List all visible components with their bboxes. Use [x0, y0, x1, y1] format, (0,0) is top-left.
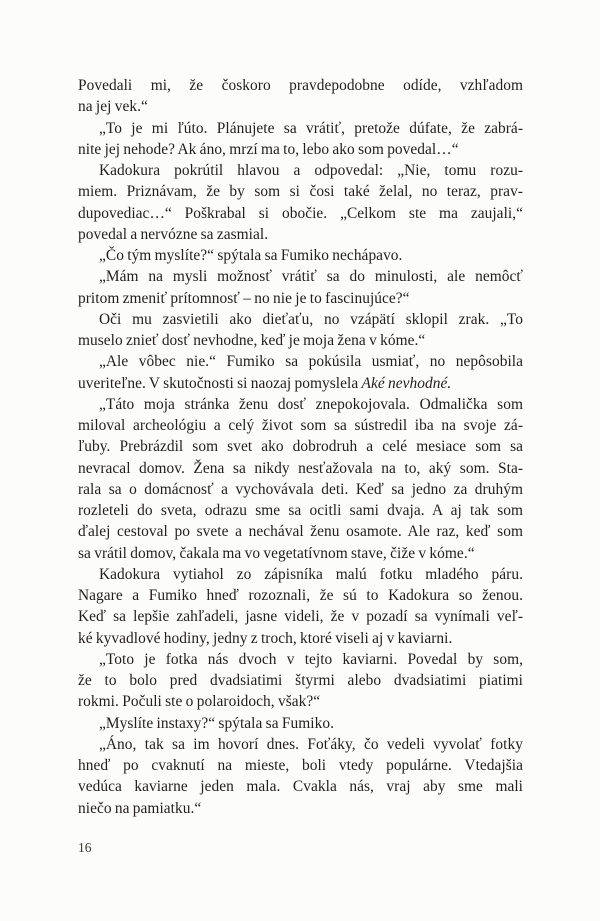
- text-line: dupovediac…“ Poškrabal si obočie. „Celkom ste ma zaujali,“: [78, 204, 523, 222]
- text-line: rokmi. Počuli ste o polaroidoch, však?“: [78, 693, 321, 711]
- text-line: Oči mu zasvietili ako dieťaťu, no vzápätí sklopil zrak. „To: [99, 310, 523, 328]
- text-line: „Ale vôbec nie.“ Fumiko sa pokúsila usmiať, no nepôsobila: [99, 353, 523, 371]
- text-line: vedúca kaviarne jeden mala. Cvakla nás, vraj aby sme mali: [78, 778, 523, 796]
- text-line: niečo na pamiatku.“: [78, 799, 202, 817]
- text-line: „Mám na mysli možnosť vrátiť sa do minulosti, ale nemôcť: [99, 268, 523, 286]
- text-line: Keď sa lepšie zahľadeli, jasne videli, že v pozadí sa vynímali veľ-: [78, 608, 523, 626]
- text-line: „Áno, tak sa im hovorí dnes. Foťáky, čo vedeli vyvolať fotky: [99, 735, 523, 753]
- text-line: nevracal domov. Žena sa nikdy nesťažovala na to, aký som. Sta-: [78, 459, 523, 477]
- text-line: miloval archeológiu a celý život som sa sústredil iba na svoje zá-: [78, 417, 523, 434]
- text-line: Kadokura pokrútil hlavou a odpovedal: „Nie, tomu rozu-: [99, 162, 523, 179]
- text-line: povedal a nervózne sa zasmial.: [78, 225, 269, 243]
- text-line: ľuby. Prebrázdil som svet ako dobrodruh a celé mesiace som sa: [78, 438, 523, 456]
- text-line: Nagare a Fumiko hneď rozoznali, že sú to Kadokura so ženou.: [78, 587, 523, 604]
- text-line: hneď po cvaknutí na mieste, boli vtedy populárne. Vtedajšia: [78, 757, 523, 774]
- text-line: že to bolo pred dvadsiatimi štyrmi alebo dvadsiatimi piatimi: [78, 672, 523, 689]
- text-line: „Myslíte instaxy?“ spýtala sa Fumiko.: [99, 714, 334, 732]
- text-line: „Táto moja stránka ženu dosť znepokojovala. Odmalička som: [99, 395, 523, 413]
- page-number: 16: [78, 840, 92, 855]
- text-line: uveriteľne. V skutočnosti si naozaj pomyslela Aké nevhodné.: [78, 374, 452, 392]
- text-line: pritom zmeniť prítomnosť – no nie je to fascinujúce?“: [78, 289, 410, 307]
- text-line: ké kyvadlové hodiny, jedny z troch, ktoré viseli aj v kaviarni.: [78, 629, 453, 647]
- text-line: ďalej cestoval po svete a nechával ženu osamote. Ale raz, keď som: [78, 523, 523, 541]
- text-line: Povedali mi, že čoskoro pravdepodobne odíde, vzhľadom: [78, 77, 523, 94]
- text-line: miem. Priznávam, že by som si čosi také želal, no teraz, prav-: [78, 183, 523, 201]
- text-line: nite jej nehode? Ak áno, mrzí ma to, lebo ako som povedal…“: [78, 140, 459, 158]
- text-line: muselo znieť dosť nevhodne, keď je moja žena v kóme.“: [78, 332, 426, 349]
- text-line: rozleteli do sveta, odrazu sme sa ocitli sami dvaja. A aj tak som: [78, 502, 523, 519]
- text-line: „Čo tým myslíte?“ spýtala sa Fumiko nechápavo.: [99, 247, 403, 264]
- text-line: „Toto je fotka nás dvoch v tejto kaviarni. Povedal by som,: [99, 650, 523, 668]
- text-line: Kadokura vytiahol zo zápisníka malú fotku mladého páru.: [99, 565, 523, 583]
- text-block: [78, 75, 523, 819]
- text-line: „To je mi ľúto. Plánujete sa vrátiť, pretože dúfate, že zabrá-: [99, 119, 523, 137]
- text-line: sa vrátil domov, čakala ma vo vegetatívnom stave, čiže v kóme.“: [78, 544, 475, 562]
- text-line: rala sa o domácnosť a vychovávala deti. Keď sa jedno za druhým: [78, 480, 523, 498]
- text-line: na jej vek.“: [78, 98, 148, 116]
